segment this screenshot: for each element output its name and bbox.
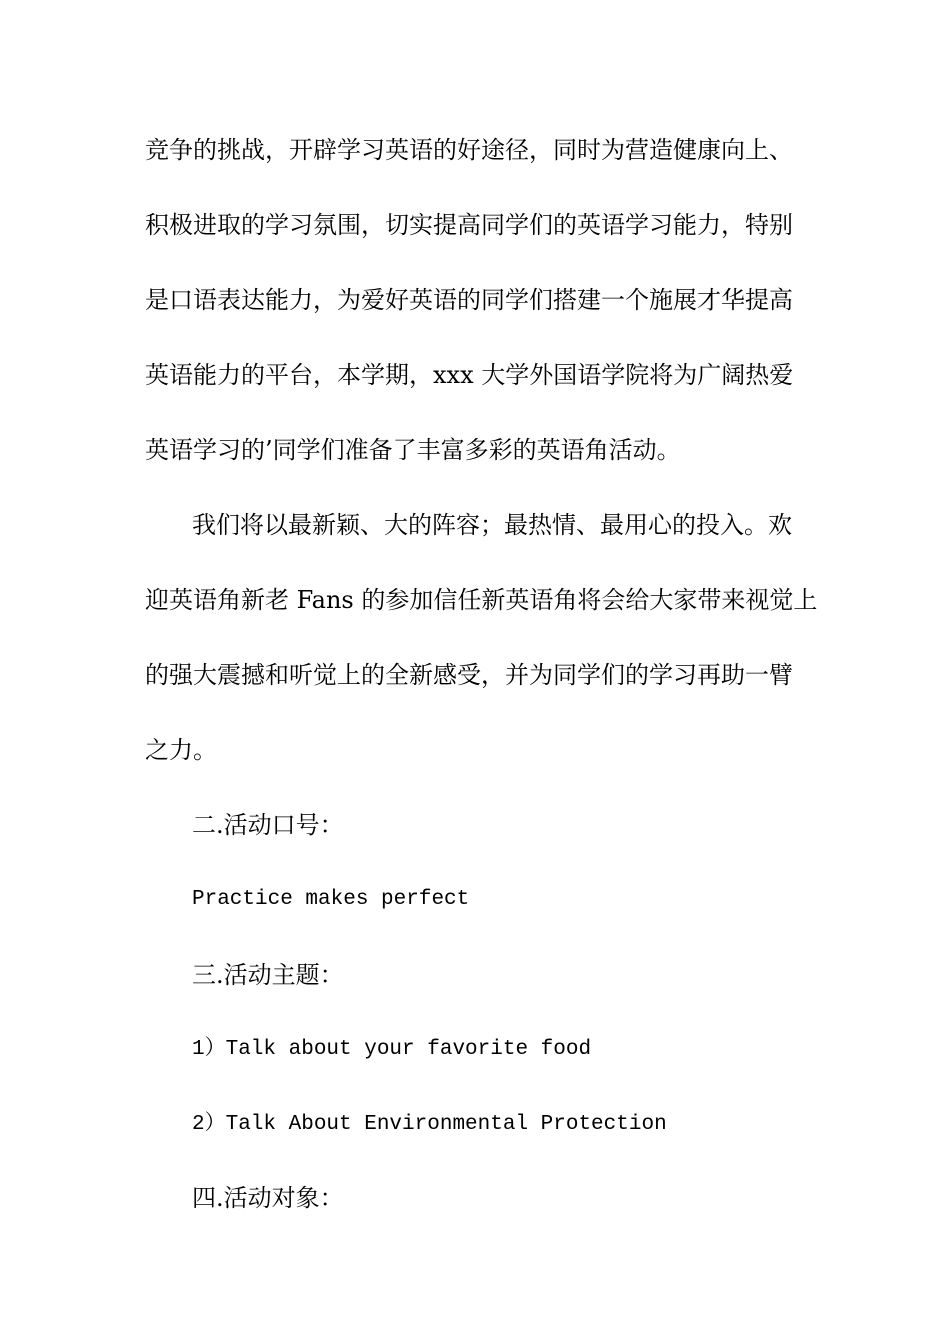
paragraph-1-line-4: 英语能力的平台，本学期，xxx 大学外国语学院将为广阔热爱 <box>145 361 794 389</box>
activity-slogan: Practice makes perfect <box>192 888 470 911</box>
section-4-heading: 四.活动对象： <box>192 1184 344 1212</box>
paragraph-1-line-2: 积极进取的学习氛围，切实提高同学们的英语学习能力，特别 <box>145 211 793 239</box>
paragraph-2-line-4: 之力。 <box>145 736 217 764</box>
paragraph-1-line-3: 是口语表达能力，为爱好英语的同学们搭建一个施展才华提高 <box>145 286 793 314</box>
topic-item-2: 2）Talk About Environmental Protection <box>192 1113 667 1136</box>
paragraph-2-line-1: 我们将以最新颖、大的阵容；最热情、最用心的投入。欢 <box>192 511 792 539</box>
topic-item-1: 1）Talk about your favorite food <box>192 1038 592 1061</box>
paragraph-1-line-1: 竞争的挑战，开辟学习英语的好途径，同时为营造健康向上、 <box>145 136 793 164</box>
paragraph-2-line-3: 的强大震撼和听觉上的全新感受，并为同学们的学习再助一臂 <box>145 661 793 689</box>
paragraph-2-line-2: 迎英语角新老 Fans 的参加信任新英语角将会给大家带来视觉上 <box>145 586 818 614</box>
section-3-heading: 三.活动主题： <box>192 961 344 989</box>
section-2-heading: 二.活动口号： <box>192 811 344 839</box>
paragraph-1-line-5: 英语学习的’同学们准备了丰富多彩的英语角活动。 <box>145 436 681 464</box>
